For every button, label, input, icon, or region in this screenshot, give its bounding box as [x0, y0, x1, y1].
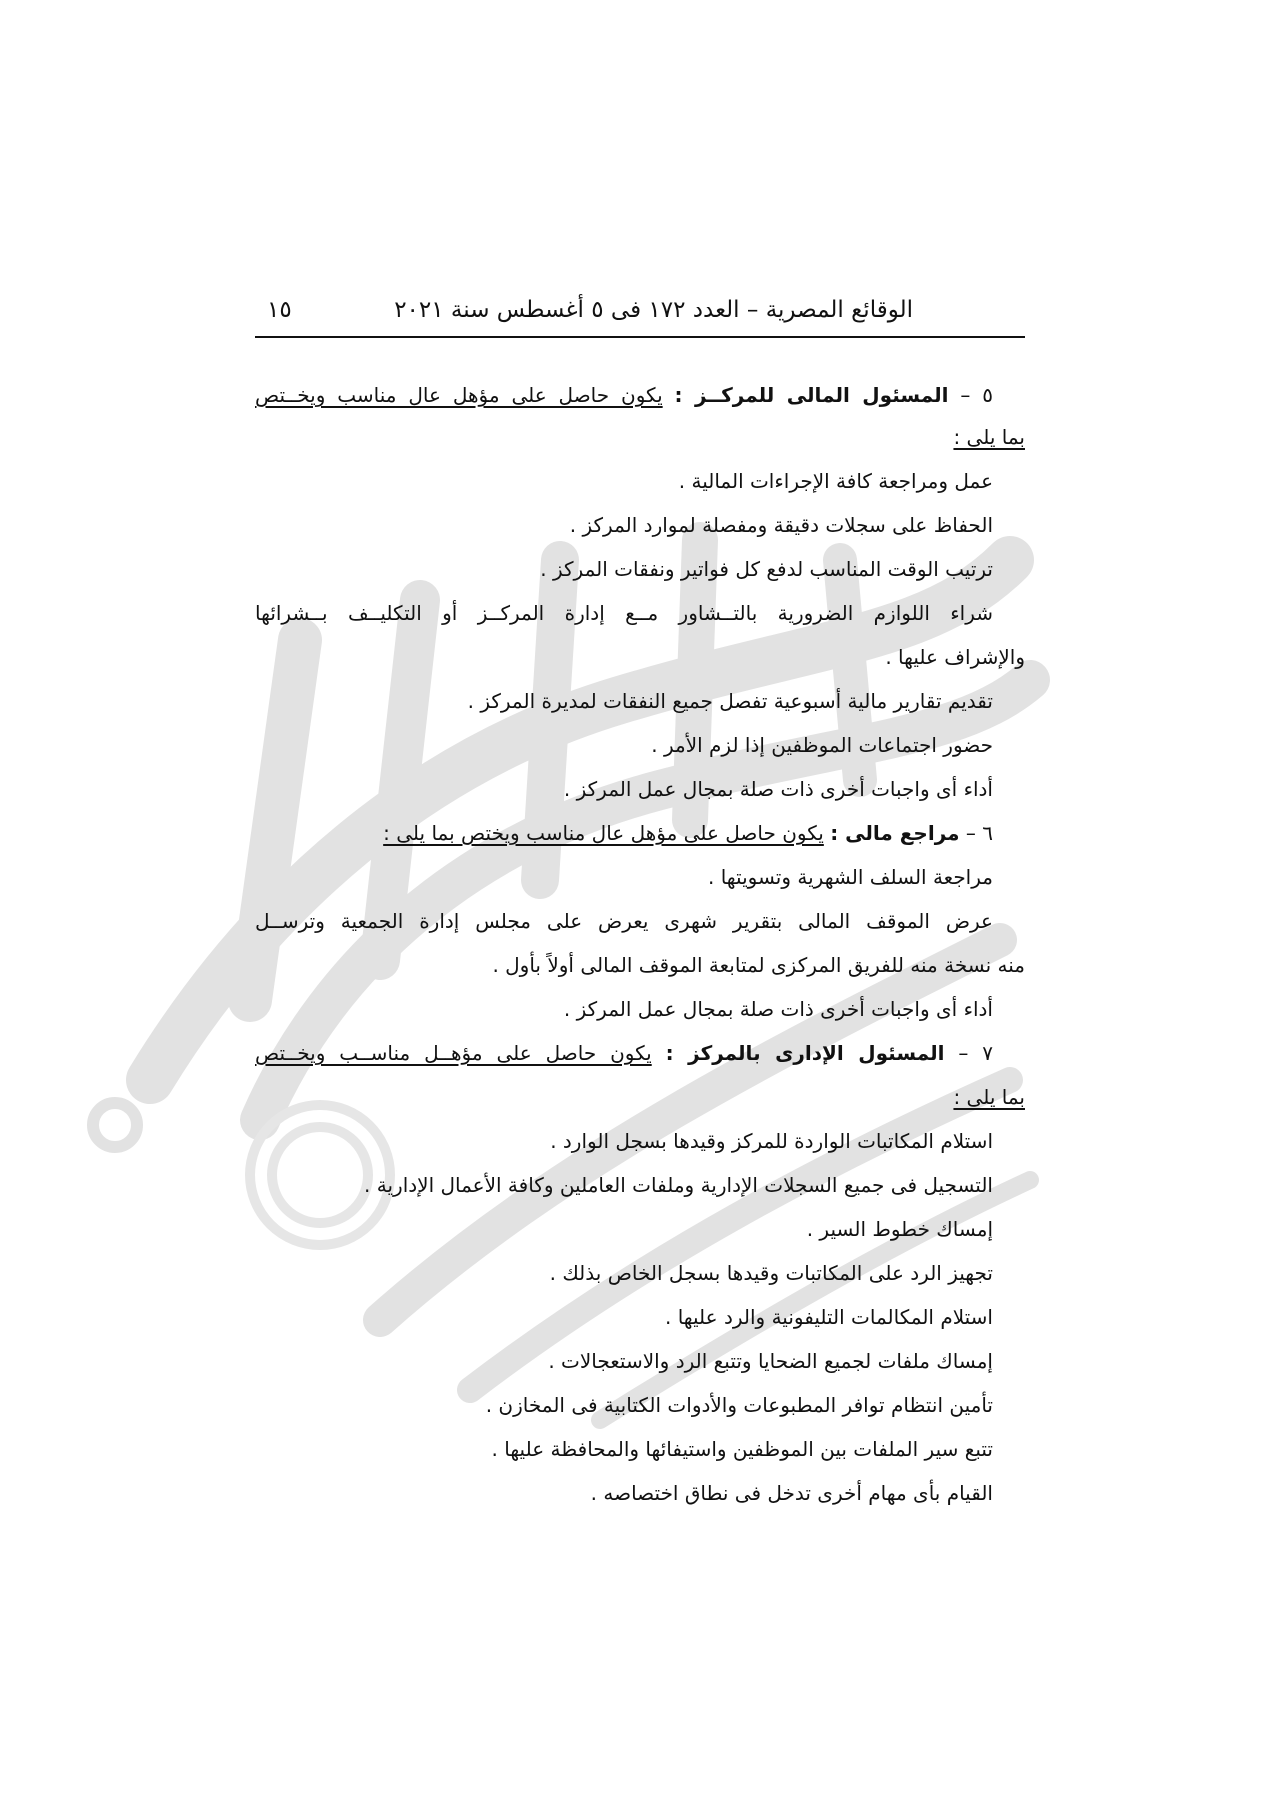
page-number: ١٥: [267, 297, 292, 323]
section7-number: ٧ –: [958, 1041, 994, 1065]
gazette-title: الوقائع المصرية – العدد ١٧٢ فى ٥ أغسطس سنة ٢٠٢١: [394, 297, 913, 323]
section5-heading-line: [255, 380, 1025, 410]
list-item: القيام بأى مهام أخرى تدخل فى نطاق اختصاصه .: [590, 1481, 993, 1505]
list-item: إمساك ملفات لجميع الضحايا وتتبع الرد والاستعجالات .: [548, 1349, 993, 1373]
page-header: [255, 290, 1025, 338]
list-item-continuation: والإشراف عليها .: [885, 645, 1025, 669]
list-item: مراجعة السلف الشهرية وتسويتها .: [708, 865, 993, 889]
section6-heading: مراجع مالى :: [830, 821, 960, 845]
list-item: أداء أى واجبات أخرى ذات صلة بمجال عمل المركز .: [563, 777, 993, 801]
list-item: التسجيل فى جميع السجلات الإدارية وملفات العاملين وكافة الأعمال الإدارية .: [364, 1173, 993, 1197]
list-item: استلام المكاتبات الواردة للمركز وقيدها بسجل الوارد .: [550, 1129, 993, 1153]
section7-heading-line: [255, 1038, 1025, 1068]
list-item: حضور اجتماعات الموظفين إذا لزم الأمر .: [651, 733, 993, 757]
list-item: تقديم تقارير مالية أسبوعية تفصل جميع النفقات لمديرة المركز .: [467, 689, 993, 713]
section7-intro-end: بما يلى :: [953, 1085, 1025, 1109]
section6-number: ٦ –: [965, 821, 993, 845]
list-item: عمل ومراجعة كافة الإجراءات المالية .: [678, 469, 993, 493]
section5-intro-end: بما يلى :: [953, 425, 1025, 449]
section6-intro: يكون حاصل على مؤهل عال مناسب ويختص بما يلى :: [383, 821, 824, 845]
section5-number: ٥ –: [960, 383, 994, 407]
list-item: أداء أى واجبات أخرى ذات صلة بمجال عمل المركز .: [563, 997, 993, 1021]
section5-heading: المسئول المالى للمركــز :: [674, 383, 949, 407]
list-item: تتبع سير الملفات بين الموظفين واستيفائها والمحافظة عليها .: [491, 1437, 993, 1461]
list-item: عرض الموقف المالى بتقرير شهرى يعرض على مجلس إدارة الجمعية وترســل: [255, 909, 993, 933]
list-item: إمساك خطوط السير .: [806, 1217, 993, 1241]
list-item: تجهيز الرد على المكاتبات وقيدها بسجل الخاص بذلك .: [549, 1261, 993, 1285]
section7-heading: المسئول الإدارى بالمركز :: [665, 1041, 945, 1065]
section6-heading-line: [383, 818, 993, 848]
list-item: استلام المكالمات التليفونية والرد عليها .: [664, 1305, 993, 1329]
list-item: ترتيب الوقت المناسب لدفع كل فواتير ونفقات المركز .: [540, 557, 993, 581]
list-item-continuation: منه نسخة منه للفريق المركزى لمتابعة الموقف المالى أولاً بأول .: [492, 953, 1025, 977]
list-item: الحفاظ على سجلات دقيقة ومفصلة لموارد المركز .: [569, 513, 993, 537]
section5-intro: يكون حاصل على مؤهل عال مناسب ويخــتص: [255, 383, 663, 407]
list-item: شراء اللوازم الضرورية بالتــشاور مــع إدارة المركــز أو التكليــف بــشرائها: [255, 601, 993, 625]
section7-intro: يكون حاصل على مؤهــل مناســب ويخــتص: [255, 1041, 652, 1065]
list-item: تأمين انتظام توافر المطبوعات والأدوات الكتابية فى المخازن .: [485, 1393, 993, 1417]
